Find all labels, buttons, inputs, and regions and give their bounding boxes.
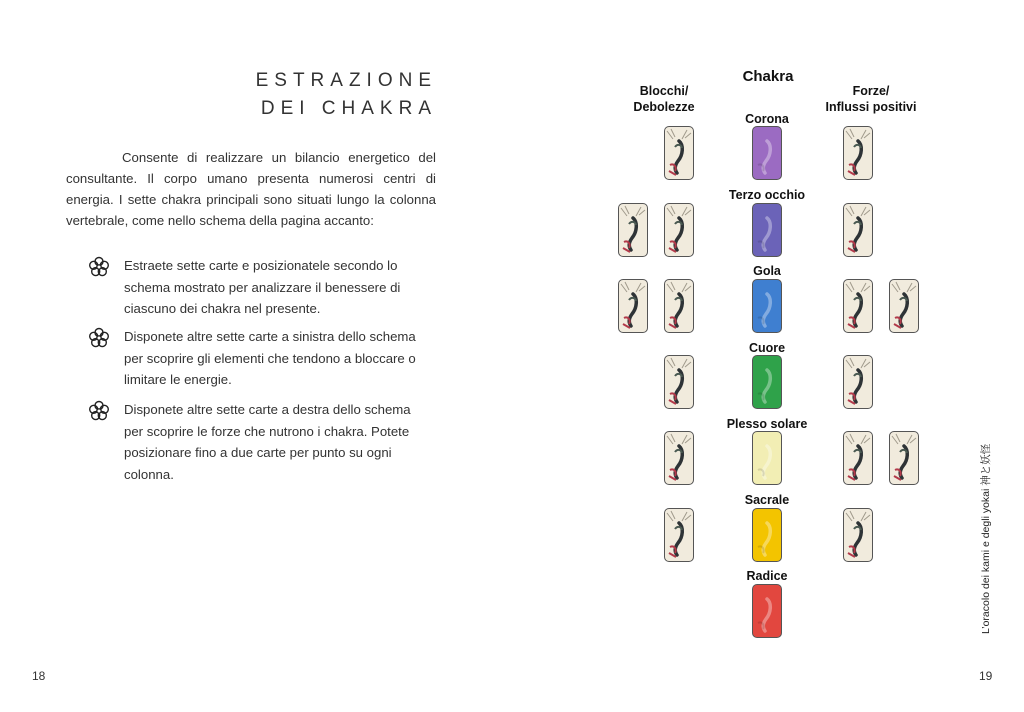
chakra-label: Corona [745, 112, 789, 126]
block-card [664, 431, 694, 485]
force-card [843, 355, 873, 409]
force-card [843, 126, 873, 180]
block-card [618, 203, 648, 257]
force-card [889, 279, 919, 333]
chakra-heading: Chakra [742, 68, 794, 85]
right-heading-line-2: Influssi positivi [825, 100, 917, 114]
page-number-right: 19 [979, 669, 993, 683]
chakra-card [752, 355, 782, 409]
force-card [843, 431, 873, 485]
chakra-card [752, 584, 782, 638]
book-title-vertical: L’oracolo dei kami e degli yokai 神と妖怪 [980, 443, 992, 634]
flower-icon [88, 327, 110, 349]
left-heading-line-1: Blocchi/ [639, 84, 689, 98]
bullet-text-1: Estraete sette carte e posizionatele secondo lo schema mostrato per analizzare il benessere di ciascuno dei chakra nel presente. [124, 258, 401, 316]
force-card [889, 431, 919, 485]
chakra-label: Sacrale [744, 493, 790, 507]
chakra-card [752, 279, 782, 333]
page-number-left: 18 [32, 669, 46, 683]
block-card [664, 203, 694, 257]
title-line-2: DEI CHAKRA [260, 98, 437, 119]
intro-paragraph [66, 147, 436, 231]
intro-text: Consente di realizzare un bilancio energetico del consultante. Il corpo umano presenta numerosi centri di energia. I sette chakra principali sono situati lungo la colonna vertebrale, come nello schema della pagina accanto: [66, 150, 436, 228]
chakra-card [752, 203, 782, 257]
block-card [664, 355, 694, 409]
right-heading-line-1: Forze/ [852, 84, 890, 98]
chakra-card [752, 431, 782, 485]
chakra-label: Terzo occhio [728, 188, 806, 202]
chakra-label: Radice [746, 569, 788, 583]
chakra-label: Gola [753, 264, 781, 278]
force-card [843, 203, 873, 257]
chakra-card [752, 126, 782, 180]
left-column-heading [614, 83, 714, 115]
flower-icon [88, 400, 110, 422]
block-card [664, 508, 694, 562]
block-card [618, 279, 648, 333]
chakra-label: Plesso solare [726, 417, 808, 431]
flower-icon [88, 256, 110, 278]
block-card [664, 279, 694, 333]
force-card [843, 508, 873, 562]
right-column-heading [806, 83, 936, 115]
chakra-card [752, 508, 782, 562]
block-card [664, 126, 694, 180]
chakra-label: Cuore [748, 341, 786, 355]
title-line-1: ESTRAZIONE [255, 70, 437, 91]
force-card [843, 279, 873, 333]
bullet-text-2: Disponete altre sette carte a sinistra dello schema per scoprire gli elementi che tendono a bloccare o limitare le energie. [124, 329, 416, 387]
left-heading-line-2: Debolezze [633, 100, 695, 114]
bullet-text-3: Disponete altre sette carte a destra dello schema per scoprire le forze che nutrono i chakra. Potete posizionare fino a due carte per punto su ogni colonna. [124, 402, 411, 482]
